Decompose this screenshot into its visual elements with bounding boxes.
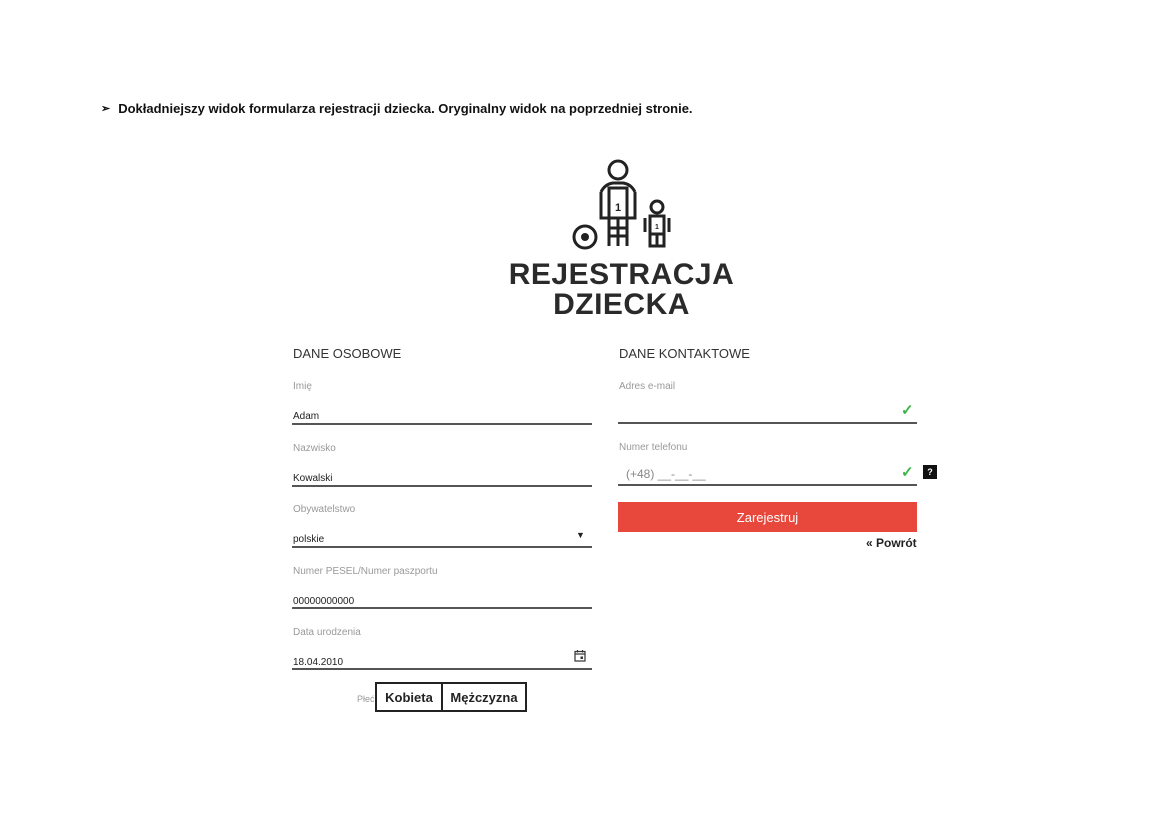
svg-text:1: 1 [655,224,659,231]
back-link[interactable]: « Powrót [866,536,917,550]
page-title-line1: REJESTRACJA [508,258,735,291]
id-number-underline [292,607,592,609]
gender-male-button[interactable]: Mężczyzna [441,682,527,712]
birth-date-underline [292,668,592,670]
phone-underline [618,484,917,486]
id-number-field[interactable]: 00000000000 [293,596,355,607]
citizenship-label: Obywatelstwo [293,504,356,515]
last-name-label: Nazwisko [293,443,336,454]
svg-text:1: 1 [614,202,622,214]
note-text: Dokładniejszy widok formularza rejestracji dziecka. Oryginalny widok na poprzedniej stronie. [118,101,693,116]
first-name-field[interactable]: Adam [293,411,320,422]
email-valid-check-icon: ✓ [901,402,914,419]
id-number-label: Numer PESEL/Numer paszportu [293,566,438,577]
help-icon[interactable]: ? [923,465,937,479]
citizenship-underline [292,546,592,548]
phone-field[interactable]: (+48) __-__-__ [626,467,706,481]
chevron-down-icon[interactable]: ▼ [576,530,585,540]
first-name-label: Imię [293,381,312,392]
arrow-bullet-icon: ➢ [101,103,111,115]
last-name-underline [292,485,592,487]
last-name-field[interactable]: Kowalski [293,473,333,484]
football-players-icon [565,156,675,252]
page-title-line2: DZIECKA [553,288,690,321]
phone-label: Numer telefonu [619,442,688,453]
calendar-icon[interactable] [574,649,586,662]
gender-label: Płeć [357,694,375,704]
register-button[interactable]: Zarejestruj [618,502,917,532]
first-name-underline [292,423,592,425]
gender-female-button[interactable]: Kobieta [375,682,443,712]
email-label: Adres e-mail [619,381,676,392]
contact-heading: DANE KONTAKTOWE [619,346,750,361]
personal-heading: DANE OSOBOWE [293,346,402,361]
note-bullet [101,101,693,116]
birth-date-label: Data urodzenia [293,627,361,638]
email-underline [618,422,917,424]
citizenship-select[interactable]: polskie [293,534,325,545]
birth-date-field[interactable]: 18.04.2010 [293,657,344,668]
phone-valid-check-icon: ✓ [901,464,914,481]
